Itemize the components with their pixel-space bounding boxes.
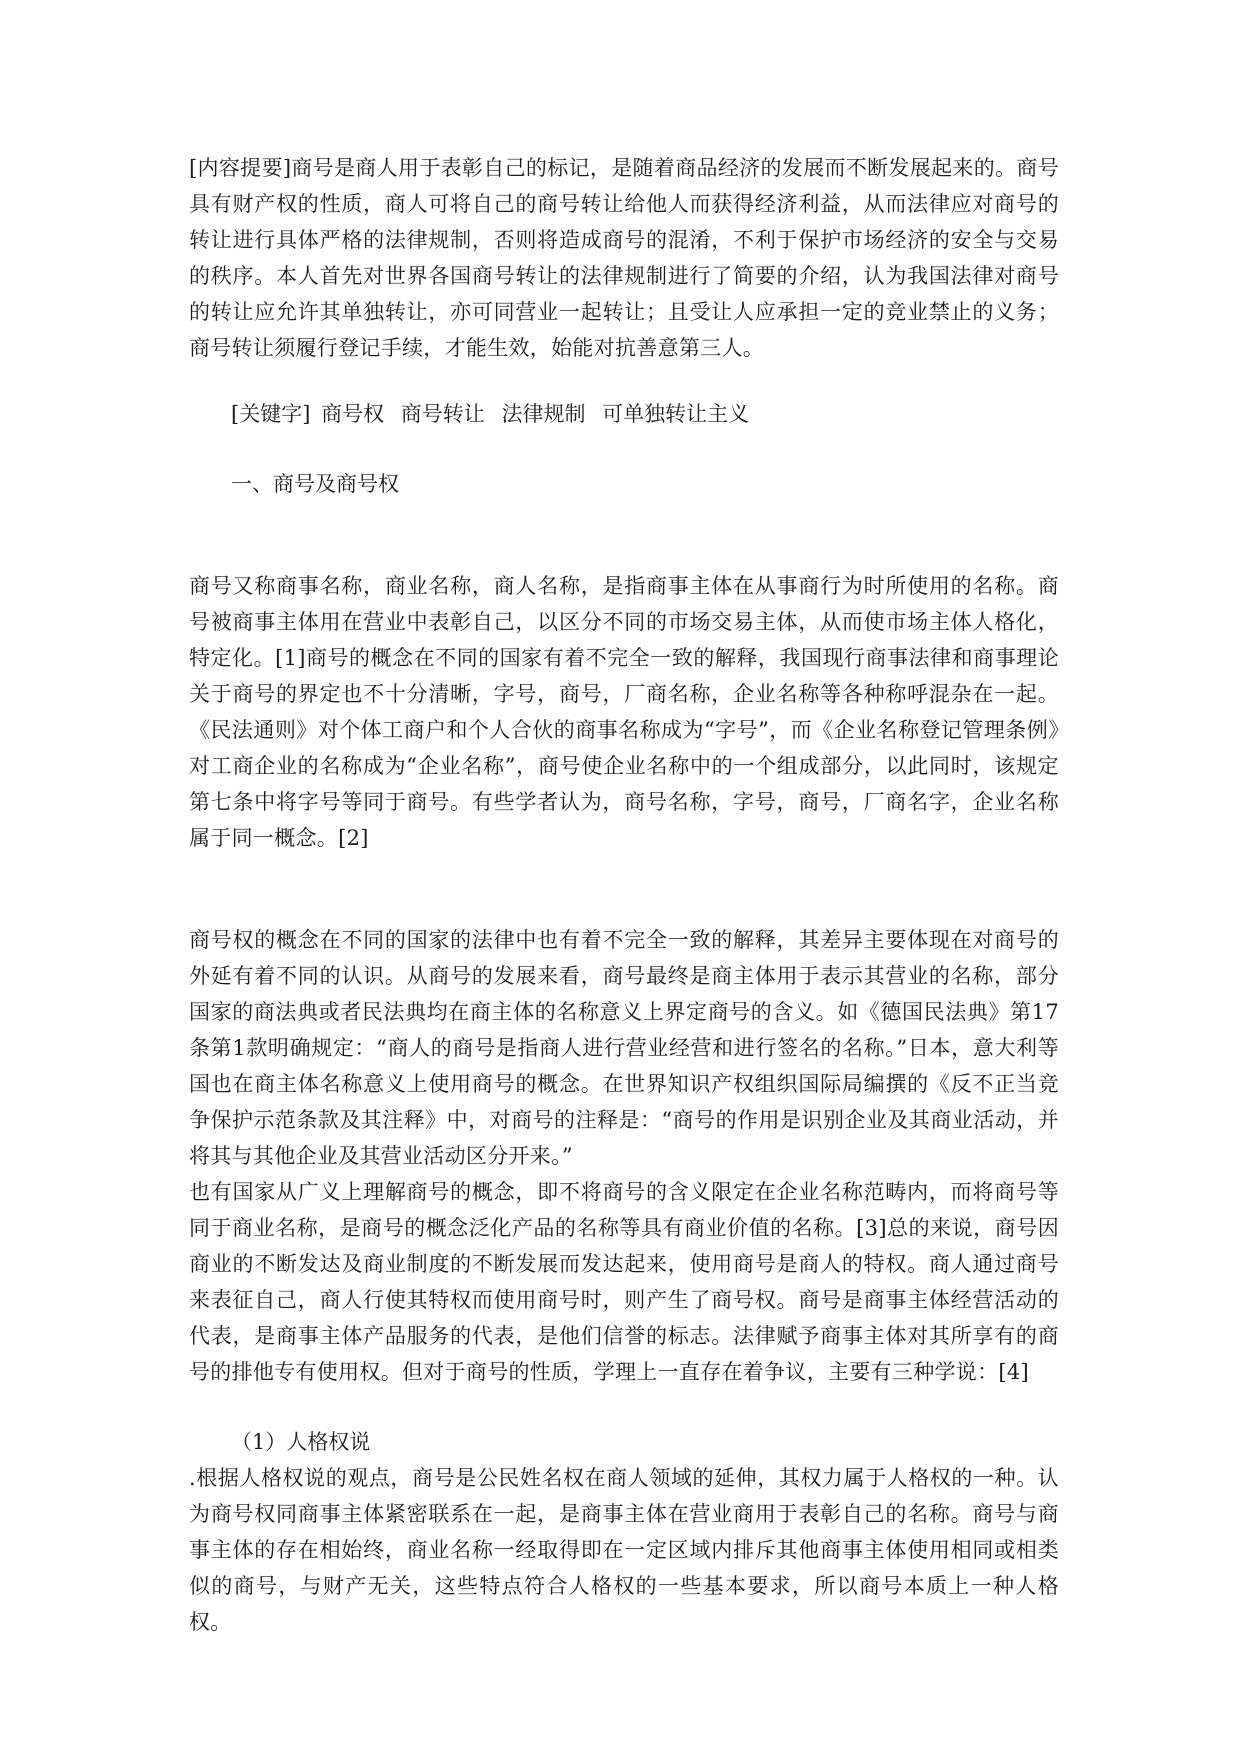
- body-paragraph: 商号又称商事名称，商业名称，商人名称，是指商事主体在从事商行为时所使用的名称。商号被商事主体用在营业中表彰自己，以区分不同的市场交易主体，从而使市场主体人格化，特定化。[1]商号的概念在不同的国家有着不完全一致的解释，我国现行商事法律和商事理论关于商号的界定也不十分清晰，字号，商号，厂商名称，企业名称等各种称呼混杂在一起。《民法通则》对个体工商户和个人合伙的商事名称成为“字号”，而《企业名称登记管理条例》对工商企业的名称成为“企业名称”，商号使企业名称中的一个组成部分，以此同时，该规定第七条中将字号等同于商号。有些学者认为，商号名称，字号，商号，厂商名字，企业名称属于同一概念。[2]: [189, 574, 1059, 850]
- abstract-paragraph: [内容提要]商号是商人用于表彰自己的标记，是随着商品经济的发展而不断发展起来的。商号具有财产权的性质，商人可将自己的商号转让给他人而获得经济利益，从而法律应对商号的转让进行具体严格的法律规制，否则将造成商号的混淆，不利于保护市场经济的安全与交易的秩序。本人首先对世界各国商号转让的法律规制进行了简要的介绍，认为我国法律对商号的转让应允许其单独转让，亦可同营业一起转让；且受让人应承担一定的竞业禁止的义务；商号转让须履行登记手续，才能生效，始能对抗善意第三人。: [189, 156, 1059, 360]
- keywords-line: [189, 396, 1059, 432]
- keywords-label: [关键字]: [231, 402, 311, 426]
- keyword-item: 法律规制: [501, 402, 586, 426]
- keyword-item: 可单独转让主义: [602, 402, 750, 426]
- section-heading: 一、商号及商号权: [231, 472, 399, 496]
- keyword-item: 商号权: [321, 402, 385, 426]
- body-paragraph: .根据人格权说的观点，商号是公民姓名权在商人领域的延伸，其权力属于人格权的一种。认为商号权同商事主体紧密联系在一起，是商事主体在营业商用于表彰自己的名称。商号与商事主体的存在相始终，商业名称一经取得即在一定区域内排斥其他商事主体使用相同或相类似的商号，与财产无关，这些特点符合人格权的一些基本要求，所以商号本质上一种人格权。: [189, 1466, 1059, 1634]
- body-paragraph: 也有国家从广义上理解商号的概念，即不将商号的含义限定在企业名称范畴内，而将商号等同于商业名称，是商号的概念泛化产品的名称等具有商业价值的名称。[3]总的来说，商号因商业的不断发达及商业制度的不断发展而发达起来，使用商号是商人的特权。商人通过商号来表征自己，商人行使其特权而使用商号时，则产生了商号权。商号是商事主体经营活动的代表，是商事主体产品服务的代表，是他们信誉的标志。法律赋予商事主体对其所享有的商号的排他专有使用权。但对于商号的性质，学理上一直存在着争议，主要有三种学说：[4]: [189, 1180, 1059, 1384]
- subsection-heading: （1）人格权说: [231, 1430, 371, 1454]
- keyword-item: 商号转让: [400, 402, 485, 426]
- document-page: [189, 150, 1059, 1640]
- body-paragraph: 商号权的概念在不同的国家的法律中也有着不完全一致的解释，其差异主要体现在对商号的外延有着不同的认识。从商号的发展来看，商号最终是商主体用于表示其营业的名称，部分国家的商法典或者民法典均在商主体的名称意义上界定商号的含义。如《德国民法典》第17条第1款明确规定：“商人的商号是指商人进行营业经营和进行签名的名称。”日本，意大利等国也在商主体名称意义上使用商号的概念。在世界知识产权组织国际局编撰的《反不正当竞争保护示范条款及其注释》中，对商号的注释是：“商号的作用是识别企业及其商业活动，并将其与其他企业及其营业活动区分开来。”: [189, 928, 1059, 1168]
